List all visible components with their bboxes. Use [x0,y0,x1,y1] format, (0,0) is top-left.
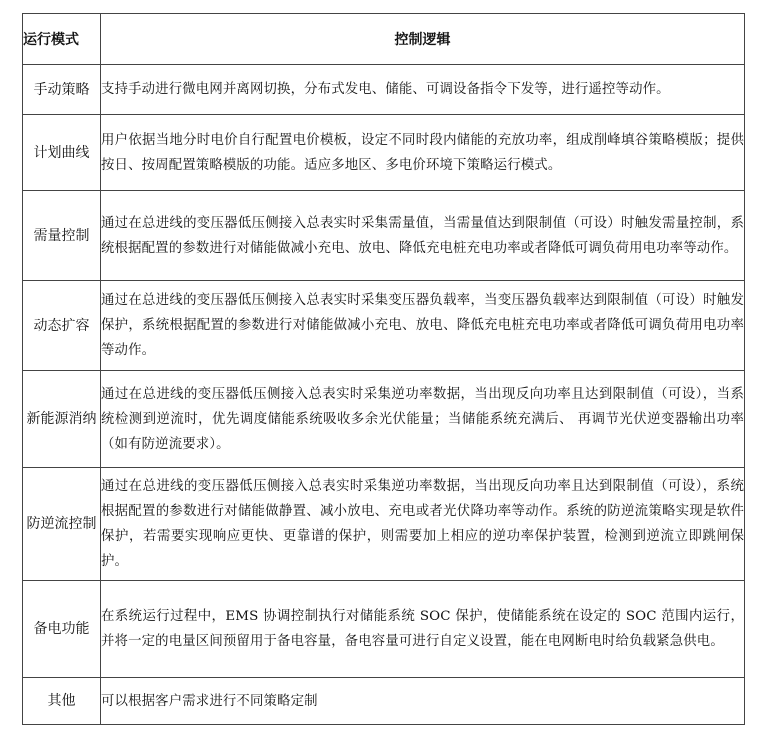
table-row [23,281,745,371]
mode-cell: 需量控制 [23,191,101,281]
header-row [23,14,745,65]
mode-cell: 防逆流控制 [23,468,101,581]
table-row [23,191,745,281]
table-row [23,678,745,725]
logic-cell: 用户依据当地分时电价自行配置电价模板，设定不同时段内储能的充放功率，组成削峰填谷策略模版；提供按日、按周配置策略模版的功能。适应多地区、多电价环境下策略运行模式。 [101,115,745,191]
mode-cell: 新能源消纳 [23,371,101,468]
table-row [23,371,745,468]
logic-cell: 通过在总进线的变压器低压侧接入总表实时采集需量值，当需量值达到限制值（可设）时触发需量控制，系统根据配置的参数进行对储能做减小充电、放电、降低充电桩充电功率或者降低可调负荷用电功率等动作。 [101,191,745,281]
logic-cell: 在系统运行过程中，EMS 协调控制执行对储能系统 SOC 保护，使储能系统在设定的 SOC 范围内运行，并将一定的电量区间预留用于备电容量，备电容量可进行自定义设置，能在电网断电时给负载紧急供电。 [101,581,745,678]
logic-cell: 通过在总进线的变压器低压侧接入总表实时采集逆功率数据，当出现反向功率且达到限制值（可设），当系统检测到逆流时，优先调度储能系统吸收多余光伏能量；当储能系统充满后、 再调节光伏逆变器输出功率（如有防逆流要求）。 [101,371,745,468]
logic-cell: 支持手动进行微电网并离网切换，分布式发电、储能、可调设备指令下发等，进行遥控等动作。 [101,65,745,115]
logic-cell: 通过在总进线的变压器低压侧接入总表实时采集变压器负载率，当变压器负载率达到限制值（可设）时触发保护，系统根据配置的参数进行对储能做减小充电、放电、降低充电桩充电功率或者降低可调负荷用电功率等动作。 [101,281,745,371]
header-logic: 控制逻辑 [101,14,745,65]
table-row [23,468,745,581]
table-row [23,65,745,115]
table-row [23,115,745,191]
mode-cell: 计划曲线 [23,115,101,191]
table-row [23,581,745,678]
header-mode: 运行模式 [23,14,101,65]
mode-cell: 动态扩容 [23,281,101,371]
mode-cell: 备电功能 [23,581,101,678]
logic-cell: 可以根据客户需求进行不同策略定制 [101,678,745,725]
mode-cell: 手动策略 [23,65,101,115]
mode-cell: 其他 [23,678,101,725]
operation-mode-table [22,13,745,725]
logic-cell: 通过在总进线的变压器低压侧接入总表实时采集逆功率数据，当出现反向功率且达到限制值（可设），系统根据配置的参数进行对储能做静置、减小放电、充电或者光伏降功率等动作。系统的防逆流策略实现是软件保护，若需要实现响应更快、更靠谱的保护，则需要加上相应的逆功率保护装置，检测到逆流立即跳闸保护。 [101,468,745,581]
